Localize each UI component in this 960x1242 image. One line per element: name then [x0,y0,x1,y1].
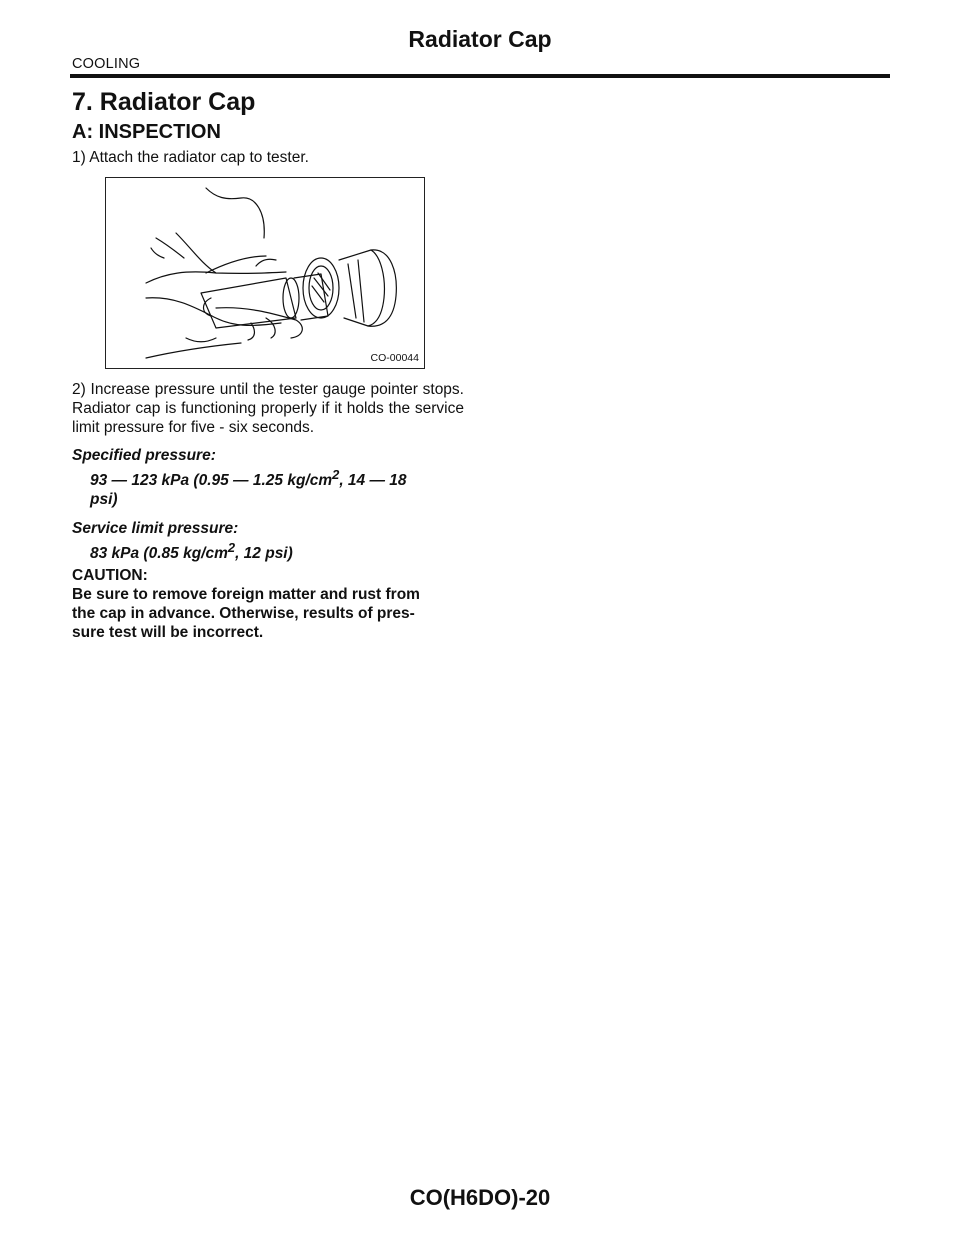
specified-pressure-value-line2: psi) [90,491,118,509]
header-divider [70,74,890,78]
caution-label: CAUTION: [72,567,148,584]
section-heading: 7. Radiator Cap [72,88,256,116]
step-2-text: 2) Increase pressure until the tester gauge pointer stops. Radiator cap is functioning properly if it holds the service limit pressure for five - six seconds. [72,381,464,436]
specified-pressure-value-text-2: , 14 — 18 [339,472,407,490]
page-number-footer: CO(H6DO)-20 [409,1185,551,1210]
service-limit-label: Service limit pressure: [72,520,239,537]
service-limit-value-text-2: , 12 psi) [235,545,293,563]
specified-pressure-label: Specified pressure: [72,447,216,464]
specified-pressure-value-text: 93 — 123 kPa (0.95 — 1.25 kg/cm [90,472,333,490]
caution-line-1: Be sure to remove foreign matter and rust from [72,586,420,603]
specified-pressure-value [72,465,464,490]
superscript: 2 [332,467,340,482]
service-limit-spec [72,519,464,563]
caution-note [72,566,464,642]
caution-line-2: the cap in advance. Otherwise, results of pres- [72,605,415,622]
step-1-text: 1) Attach the radiator cap to tester. [72,149,309,166]
service-limit-value [72,538,464,563]
subsection-heading: A: INSPECTION [72,121,221,143]
page-header-title: Radiator Cap [408,26,552,52]
illustration-drawing [106,178,424,368]
superscript: 2 [227,540,236,555]
radiator-cap-tester-illustration [105,177,425,369]
service-limit-value-text: 83 kPa (0.85 kg/cm [90,545,228,563]
figure-code-label: CO-00044 [370,352,419,364]
caution-line-3: sure test will be incorrect. [72,624,264,641]
specified-pressure-spec [72,446,464,509]
section-label: COOLING [72,56,141,72]
